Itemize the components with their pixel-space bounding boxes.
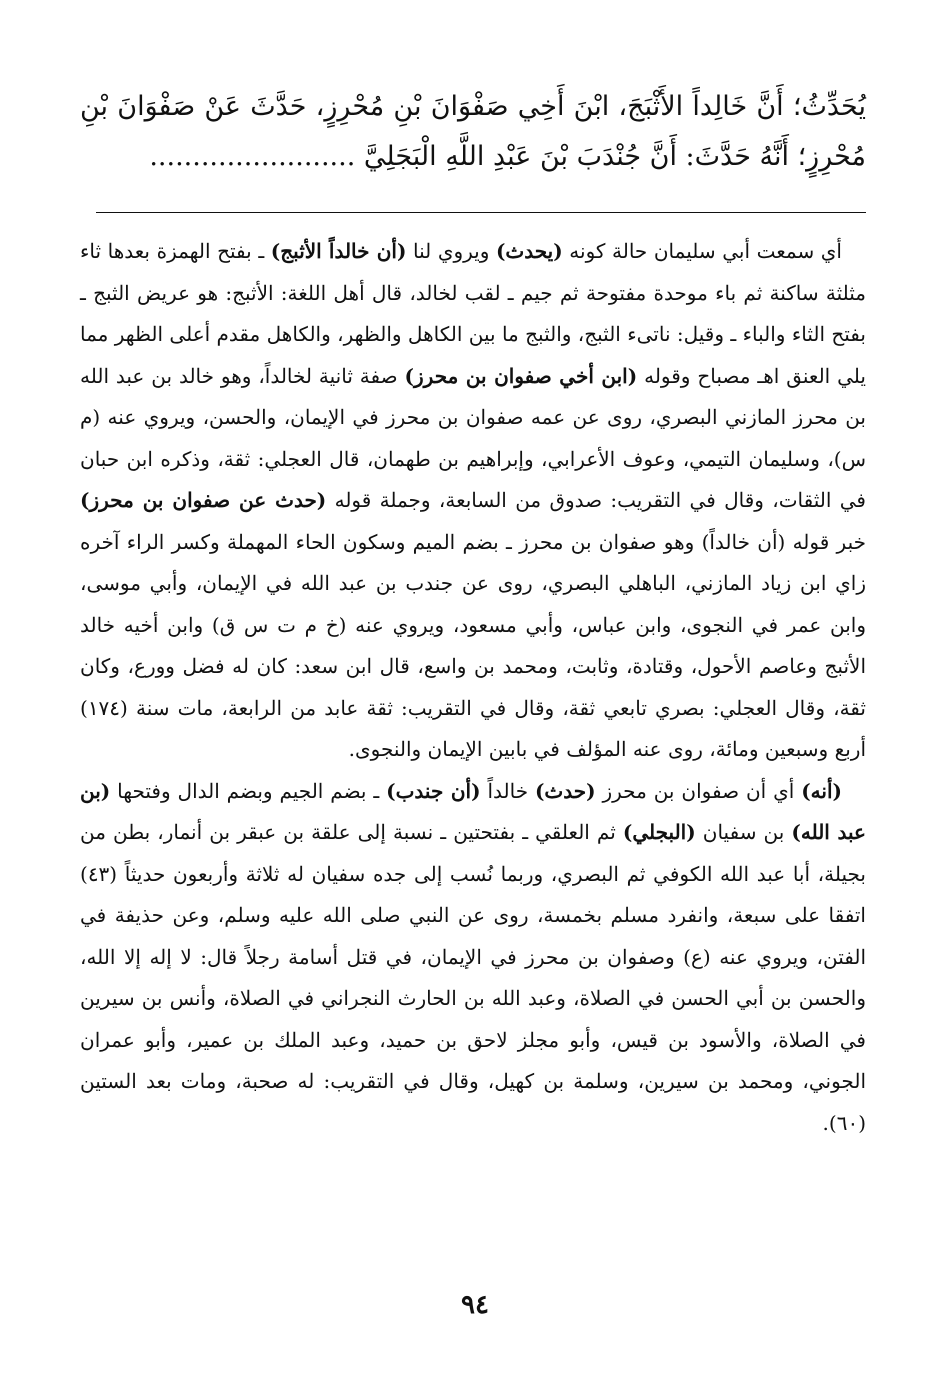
hadith-continuation-dots: ........................	[149, 141, 356, 172]
commentary	[80, 231, 866, 1144]
quoted-phrase: (أن خالداً الأثبج)	[270, 239, 407, 263]
commentary-text: أي أن صفوان بن محرز	[595, 778, 802, 803]
quoted-phrase: (أن جندب)	[386, 778, 481, 803]
quoted-phrase: (حدث)	[534, 778, 596, 803]
commentary-text: ويروي لنا	[406, 239, 496, 263]
quoted-phrase: (يحدث)	[495, 239, 563, 263]
commentary-text: بن سفيان	[695, 820, 792, 844]
quoted-phrase: (حدث عن صفوان بن محرز)	[80, 488, 327, 512]
commentary-text: ـ بفتح الهمزة بعدها ثاء مثلثة ساكنة ثم باء موحدة مفتوحة ثم جيم ـ لقب لخالد، قال أهل اللغة: الأثبج: هو عريض الثبج ـ بفتح الثاء والباء ـ وقيل: ناتىء الثبج، والثبج ما بين الكاهل والظهر، والكاهل مقدم أعلى الظهر مما يلي العنق اهـ مصباح وقوله	[80, 239, 866, 388]
commentary-text: ـ بضم الجيم وبضم الدال وفتحها	[110, 778, 387, 803]
quoted-phrase: (ابن أخي صفوان بن محرز)	[404, 363, 638, 388]
quoted-phrase: (بن عبد الله)	[80, 778, 866, 844]
commentary-paragraph-2	[80, 771, 866, 1145]
hadith-text	[80, 82, 866, 182]
footnote-divider	[96, 212, 866, 213]
quoted-phrase: (البجلي)	[622, 820, 696, 844]
commentary-text: خبر قوله (أن خالداً) وهو صفوان بن محرز ـ بضم الميم وسكون الحاء المهملة وكسر الراء آخره زاي ابن زياد المازني، الباهلي البصري، روى عن جندب بن عبد الله في الإيمان، وأبي موسى، وابن عمر في النجوى، وابن عباس، وأبي مسعود، ويروي عنه (خ م ت س ق) وابن أخيه خالد الأثبج وعاصم الأحول، وقتادة، وثابت، ومحمد بن واسع، قال ابن سعد: كان له فضل وورع، وكان ثقة، وقال العجلي: بصري تابعي ثقة، وقال في التقريب: ثقة عابد من الرابعة، مات سنة (١٧٤) أربع وسبعين ومائة، روى عنه المؤلف في بابين الإيمان والنجوى.	[80, 529, 867, 761]
commentary-text: أي سمعت أبي سليمان حالة كونه	[562, 239, 842, 263]
commentary-text: صفة ثانية لخالداً، وهو خالد بن عبد الله بن محرز المازني البصري، روى عن عمه صفوان بن محرز في الإيمان، والحسن، ويروي عنه (م س)، وسليمان التيمي، وعوف الأعرابي، وإبراهيم بن طهمان، قال العجلي: ثقة، وذكره ابن حبان في الثقات، وقال في التقريب: صدوق من السابعة، وجملة قوله	[80, 363, 866, 512]
hadith-matn: يُحَدِّثُ؛ أَنَّ خَالِداً الأَثْبَجَ، ابْنَ أَخِي صَفْوَانَ بْنِ مُحْرِزٍ، حَدَّثَ عَنْ صَفْوَانَ بْنِ مُحْرِزٍ؛ أَنَّهُ حَدَّثَ: أَنَّ جُنْدَبَ بْنَ عَبْدِ اللَّهِ الْبَجَلِيَّ	[80, 91, 866, 172]
commentary-paragraph-1	[80, 231, 866, 771]
commentary-text: ثم العلقي ـ بفتحتين ـ نسبة إلى علقة بن عبقر بن أنمار، بطن من بجيلة، أبا عبد الله الكوفي ثم البصري، وربما نُسب إلى جده سفيان له ثلاثة وأربعون حديثاً (٤٣) اتفقا على سبعة، وانفرد مسلم بخمسة، روى عن النبي صلى الله عليه وسلم، وعن حذيفة في الفتن، ويروي عنه (ع) وصفوان بن محرز في الإيمان، في قتل أسامة رجلاً قال: لا إله إلا الله، والحسن بن أبي الحسن في الصلاة، وعبد الله بن الحارث النجراني في الصلاة، وأنس بن سيرين في الصلاة، والأسود بن قيس، وأبو مجلز لاحق بن حميد، وعبد الملك بن عمير، وأبو عمران الجوني، ومحمد بن سيرين، وسلمة بن كهيل، وقال في التقريب: له صحبة، ومات بعد الستين (٦٠).	[80, 820, 866, 1135]
page-number: ٩٤	[461, 1290, 489, 1320]
quoted-phrase: (أنه)	[801, 778, 842, 803]
commentary-text: خالداً	[480, 778, 535, 803]
page-content	[80, 82, 866, 1144]
